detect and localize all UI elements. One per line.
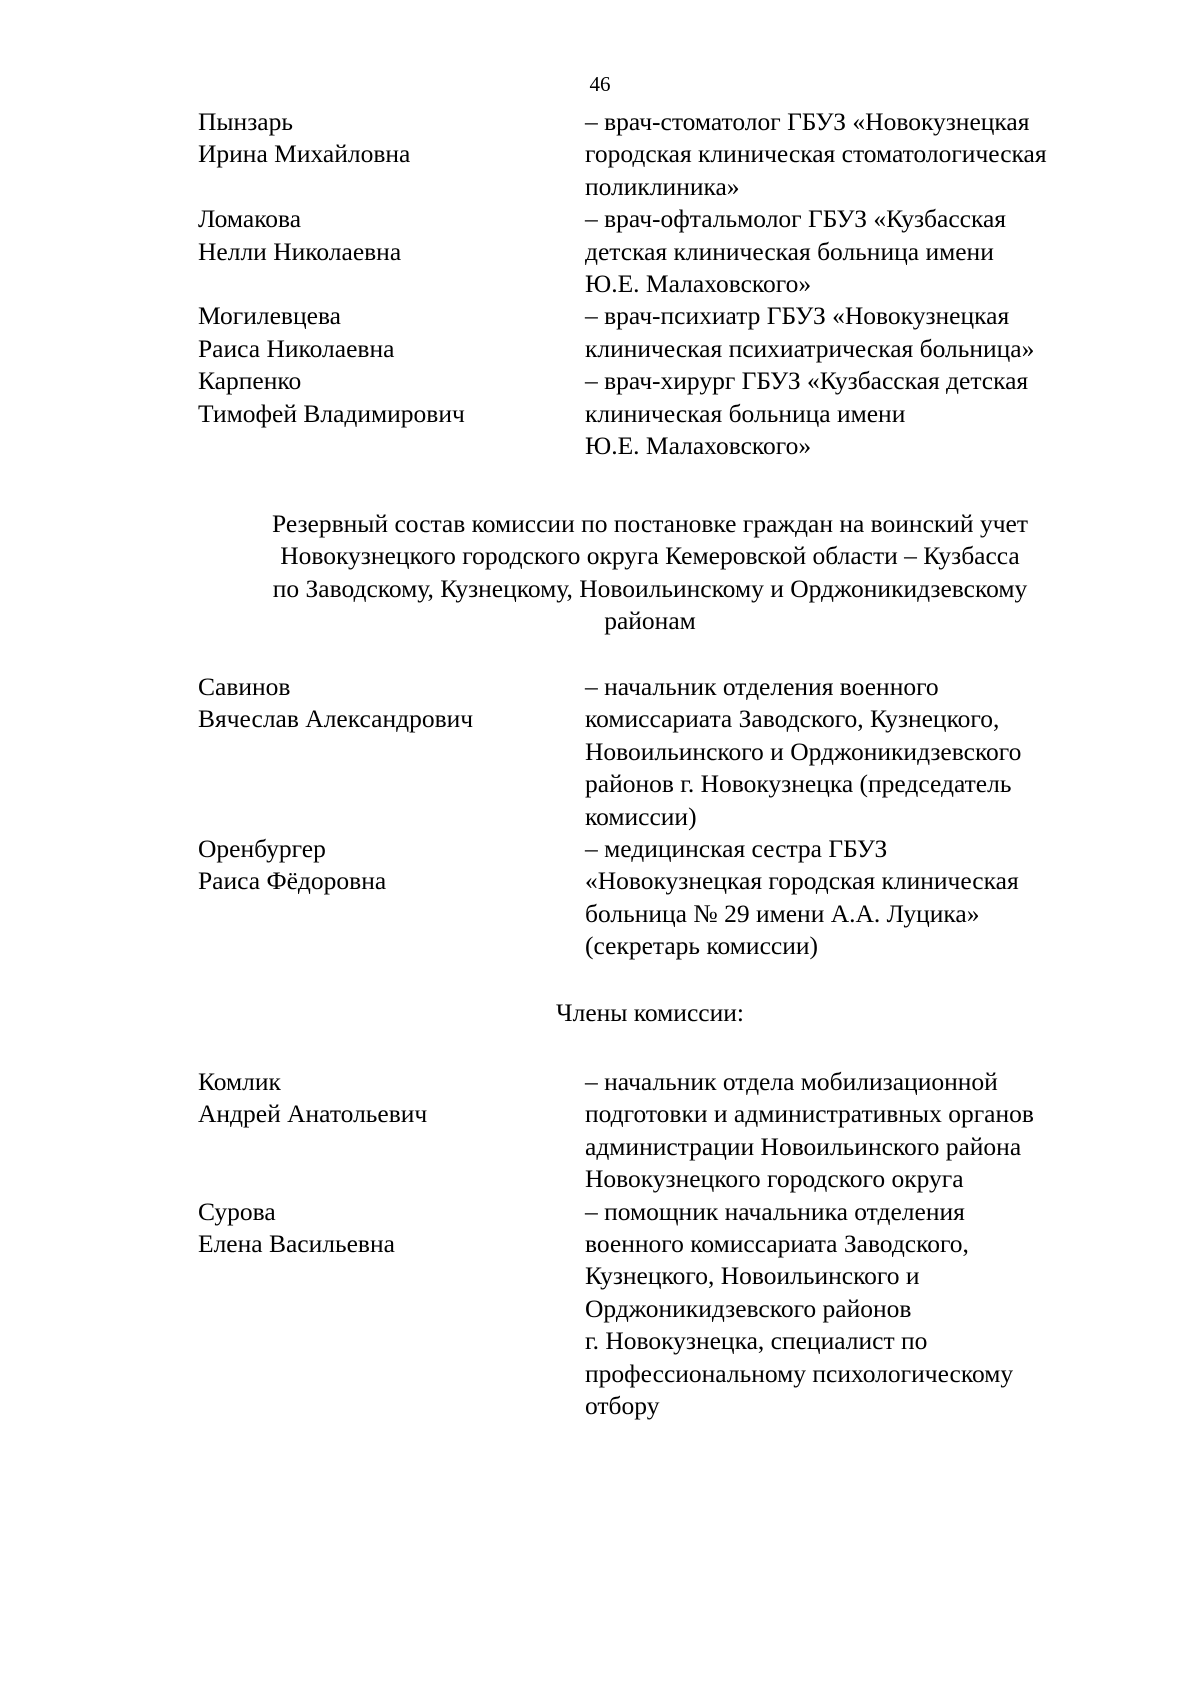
- member-entry: [0, 1196, 1200, 1423]
- role-line: больница № 29 имени А.А. Луцика»: [585, 898, 980, 928]
- member-surname: Карпенко: [198, 366, 302, 396]
- reserve-members-list: [0, 1066, 1200, 1422]
- role-line: – начальник отделения военного: [585, 672, 939, 701]
- role-line: комиссии): [585, 801, 697, 831]
- member-name: [198, 1066, 568, 1131]
- role-line: Новокузнецкого городского округа: [585, 1164, 964, 1194]
- reserve-composition-heading: [200, 508, 1100, 638]
- role-line: Орджоникидзевского районов: [585, 1293, 912, 1323]
- member-surname: Пынзарь: [198, 107, 293, 136]
- role-line: Ю.Е. Малаховского»: [585, 431, 812, 461]
- member-role: [585, 365, 1120, 462]
- member-given-names: Тимофей Владимирович: [198, 398, 465, 428]
- role-line: – врач-хирург ГБУЗ «Кузбасская детская: [585, 366, 1029, 396]
- members-top-list: [0, 106, 1200, 462]
- heading-line: Новокузнецкого городского округа Кемеровской области – Кузбасса: [280, 541, 1020, 571]
- member-entry: [0, 300, 1200, 365]
- role-line: детская клиническая больница имени: [585, 236, 994, 266]
- member-entry: [0, 671, 1200, 833]
- member-entry: [0, 106, 1200, 203]
- member-name: [198, 203, 568, 268]
- member-entry: [0, 1066, 1200, 1196]
- page-number: 46: [589, 72, 611, 96]
- role-line: Кузнецкого, Новоильинского и: [585, 1261, 920, 1291]
- role-line: администрации Новоильинского района: [585, 1131, 1022, 1161]
- member-given-names: Вячеслав Александрович: [198, 704, 474, 734]
- member-name: [198, 365, 568, 430]
- role-line: – врач-психиатр ГБУЗ «Новокузнецкая: [585, 301, 1010, 331]
- role-line: Ю.Е. Малаховского»: [585, 269, 812, 299]
- heading-line: районам: [604, 606, 696, 636]
- heading-line: по Заводскому, Кузнецкому, Новоильинскому и Орджоникидзевскому: [272, 573, 1028, 603]
- member-given-names: Елена Васильевна: [198, 1229, 395, 1259]
- member-role: [585, 671, 1120, 833]
- members-heading: [200, 997, 1100, 1029]
- role-line: отбору: [585, 1391, 660, 1421]
- member-given-names: Нелли Николаевна: [198, 236, 402, 266]
- heading-line: Резервный состав комиссии по постановке граждан на воинский учет: [271, 509, 1028, 538]
- member-given-names: Раиса Фёдоровна: [198, 866, 387, 896]
- role-line: клиническая больница имени: [585, 398, 906, 428]
- role-line: «Новокузнецкая городская клиническая: [585, 866, 1019, 896]
- member-given-names: Андрей Анатольевич: [198, 1099, 428, 1129]
- member-surname: Оренбургер: [198, 834, 326, 864]
- role-line: – врач-офтальмолог ГБУЗ «Кузбасская: [585, 204, 1007, 234]
- heading-line: Члены комиссии:: [556, 998, 744, 1027]
- member-surname: Ломакова: [198, 204, 302, 234]
- member-role: [585, 106, 1120, 203]
- role-line: – помощник начальника отделения: [585, 1196, 965, 1226]
- member-role: [585, 1066, 1120, 1196]
- member-name: [198, 833, 568, 898]
- reserve-leads-list: [0, 671, 1200, 963]
- role-line: подготовки и административных органов: [585, 1099, 1034, 1129]
- role-line: г. Новокузнецка, специалист по: [585, 1326, 928, 1356]
- role-line: клиническая психиатрическая больница»: [585, 333, 1035, 363]
- role-line: – начальник отдела мобилизационной: [585, 1067, 998, 1096]
- member-entry: [0, 833, 1200, 963]
- member-role: [585, 203, 1120, 300]
- member-given-names: Ирина Михайловна: [198, 139, 411, 169]
- member-entry: [0, 203, 1200, 300]
- member-entry: [0, 365, 1200, 462]
- role-line: Новоильинского и Орджоникидзевского: [585, 736, 1022, 766]
- role-line: районов г. Новокузнецка (председатель: [585, 769, 1012, 799]
- member-name: [198, 300, 568, 365]
- member-role: [585, 300, 1120, 365]
- member-surname: Комлик: [198, 1067, 281, 1096]
- member-surname: Савинов: [198, 672, 291, 701]
- role-line: комиссариата Заводского, Кузнецкого,: [585, 704, 1000, 734]
- role-line: военного комиссариата Заводского,: [585, 1229, 969, 1259]
- member-role: [585, 833, 1120, 963]
- role-line: профессиональному психологическому: [585, 1358, 1014, 1388]
- member-surname: Могилевцева: [198, 301, 341, 331]
- role-line: поликлиника»: [585, 171, 740, 201]
- role-line: – врач-стоматолог ГБУЗ «Новокузнецкая: [585, 107, 1030, 136]
- member-role: [585, 1196, 1120, 1423]
- member-given-names: Раиса Николаевна: [198, 333, 395, 363]
- role-line: городская клиническая стоматологическая: [585, 139, 1047, 169]
- member-name: [198, 106, 568, 171]
- role-line: (секретарь комиссии): [585, 931, 818, 961]
- member-surname: Сурова: [198, 1196, 276, 1226]
- member-name: [198, 1196, 568, 1261]
- role-line: – медицинская сестра ГБУЗ: [585, 834, 888, 864]
- member-name: [198, 671, 568, 736]
